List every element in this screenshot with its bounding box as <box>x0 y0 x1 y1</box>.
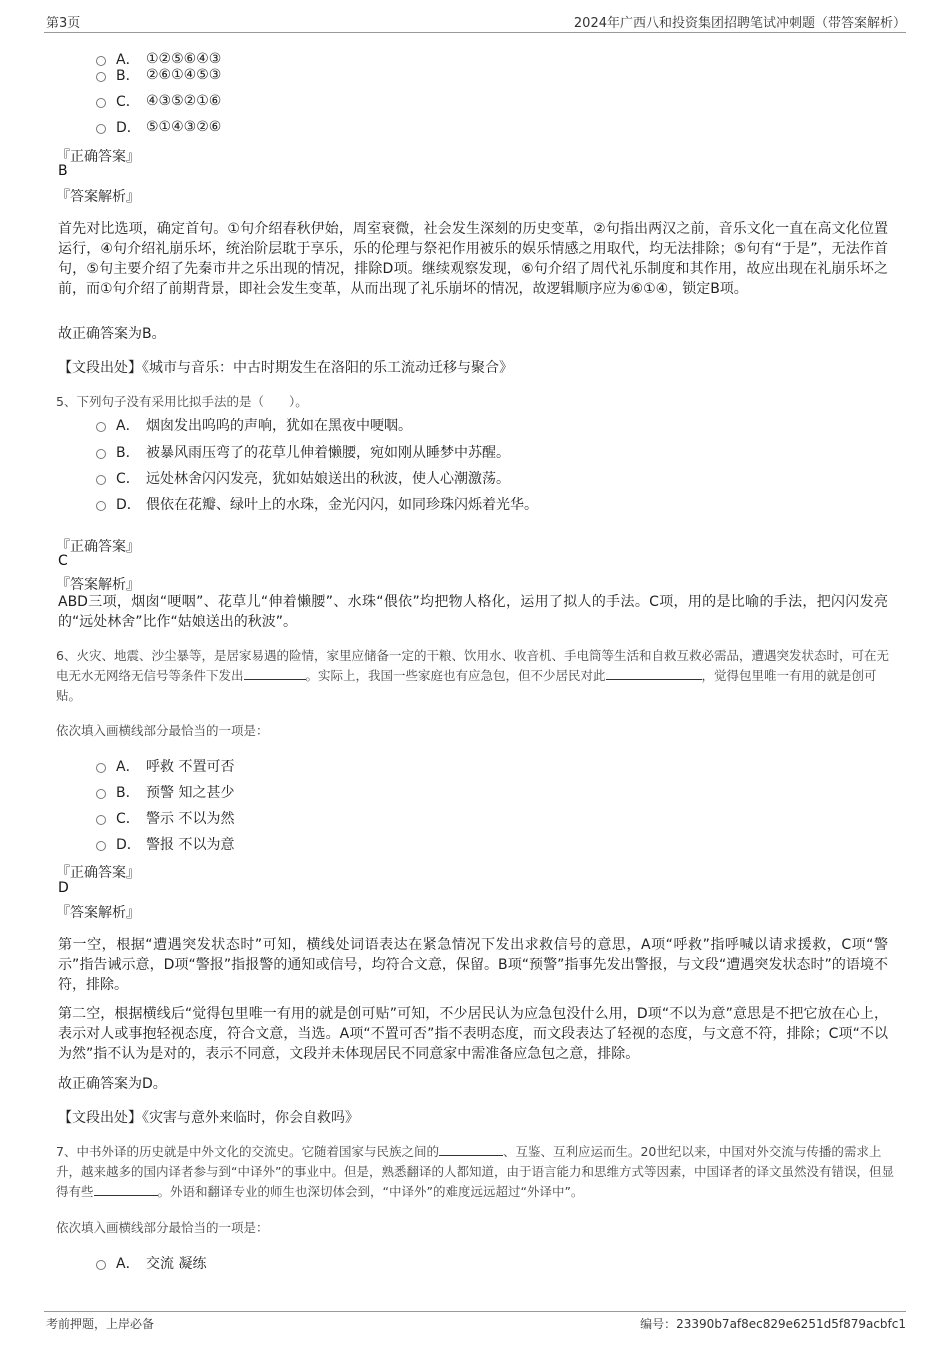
q6-option-b[interactable] <box>96 782 234 802</box>
radio-icon[interactable] <box>96 475 106 485</box>
q4-analysis: 首先对比选项，确定首句。①句介绍春秋伊始，周室衰微，社会发生深刻的历史变革，②句指出两汉之前，音乐文化一直在高文化位置运行，④句介绍礼崩乐坏，统治阶层耽于享乐，乐的伦理与祭祀作用被乐的娱乐情感之用取代，均无法排除；⑤句有“于是”，无法作首句，⑤句主要介绍了先秦市井之乐出现的情况，排除D项。继续观察发现，⑥句介绍了周代礼乐制度和其作用，故应出现在礼崩乐坏之前，而①句介绍了前期背景，即社会发生变革，从而出现了礼乐崩坏的情况，故逻辑顺序应为⑥①④，锁定B项。 <box>58 221 888 297</box>
radio-icon[interactable] <box>96 763 106 773</box>
footer-divider <box>44 1311 906 1312</box>
header-divider <box>44 32 906 33</box>
q7-text-2: 、互鉴、互利应运而生。20世纪以来，中国对外交流与传播的需求上升，越来越多的国内译者参与到“中译外”的事业中。但是，熟悉翻译的人都知道，由于语言能力和思维方式等因素，中国译者的译文虽然没有错误，但显得有些 <box>56 1144 894 1199</box>
q5-analysis-label: 『答案解析』 <box>56 577 140 593</box>
radio-icon[interactable] <box>96 501 106 511</box>
option-text: ⑤①④③②⑥ <box>146 119 222 135</box>
document-id: 编号：23390b7af8ec829e6251d5f879acbfc1 <box>640 1317 906 1331</box>
q6-option-d[interactable] <box>96 834 234 854</box>
option-letter: C． <box>116 471 140 487</box>
q5-option-d[interactable] <box>96 494 538 514</box>
q7-instruction: 依次填入画横线部分最恰当的一项是： <box>56 1220 269 1235</box>
radio-icon[interactable] <box>96 815 106 825</box>
option-text: 交流 凝练 <box>146 1256 207 1272</box>
option-text: ①②⑤⑥④③ <box>146 51 222 67</box>
footer-slogan: 考前押题，上岸必备 <box>46 1317 155 1331</box>
option-text: 警报 不以为意 <box>146 837 235 853</box>
q6-analysis-1: 第一空，根据“遭遇突发状态时”可知，横线处词语表达在紧急情况下发出求救信号的意思，A项“呼救”指呼喊以请求援救，C项“警示”指告诫示意，D项“警报”指报警的通知或信号，均符合文意，保留。B项“预警”指事先发出警报，与文段“遭遇突发状态时”的语境不符，排除。 <box>58 937 888 993</box>
q6-text-3: ，觉得包里唯一有用的就是创可贴。 <box>56 668 877 703</box>
option-letter: C． <box>116 811 140 827</box>
q6-option-a[interactable] <box>96 756 234 776</box>
radio-icon[interactable] <box>96 1260 106 1270</box>
q4-option-b[interactable] <box>96 65 221 85</box>
q5-analysis: ABD三项，烟囱“哽咽”、花草儿“伸着懒腰”、水珠“偎依”均把物人格化，运用了拟人的手法。C项，用的是比喻的手法，把闪闪发亮的“远处林舍”比作“姑娘送出的秋波”。 <box>58 594 888 630</box>
option-letter: D． <box>116 120 141 136</box>
q6-analysis-2: 第二空，根据横线后“觉得包里唯一有用的就是创可贴”可知，不少居民认为应急包没什么用，D项“不以为意”意思是不把它放在心上，表示对人或事抱轻视态度，符合文意，当选。A项“不置可否”指不表明态度，而文段表达了轻视的态度，与文意不符，排除；C项“不以为然”指不认为是对的，表示不同意，文段并未体现居民不同意家中需准备应急包之意，排除。 <box>58 1006 888 1062</box>
radio-icon[interactable] <box>96 841 106 851</box>
option-text: ④③⑤②①⑥ <box>146 93 222 109</box>
blank-line <box>244 667 306 680</box>
q6-answer-label: 『正确答案』 <box>56 865 140 881</box>
q4-answer: B <box>58 163 68 179</box>
option-text: 烟囱发出呜呜的声响，犹如在黑夜中哽咽。 <box>146 418 412 434</box>
option-letter: D． <box>116 497 141 513</box>
radio-icon[interactable] <box>96 449 106 459</box>
q5-option-c[interactable] <box>96 468 510 488</box>
q6-source: 【文段出处】《灾害与意外来临时，你会自救吗》 <box>58 1110 359 1126</box>
option-letter: A． <box>116 52 140 68</box>
q6-text-1: 6、火灾、地震、沙尘暴等，是居家易遇的险情，家里应储备一定的干粮、饮用水、收音机、手电筒等生活和自救互救必需品，遭遇突发状态时，可在无电无水无网络无信号等条件下发出 <box>56 648 889 683</box>
option-letter: C． <box>116 94 140 110</box>
option-text: 偎依在花瓣、绿叶上的水珠，金光闪闪，如同珍珠闪烁着光华。 <box>146 497 538 513</box>
q7-text-3: 。外语和翻译专业的师生也深切体会到，“中译外”的难度远远超过“外译中”。 <box>157 1184 584 1199</box>
option-letter: A． <box>116 418 140 434</box>
document-title: 2024年广西八和投资集团招聘笔试冲刺题（带答案解析） <box>573 16 906 31</box>
q7-text-1: 7、中书外译的历史就是中外文化的交流史。它随着国家与民族之间的 <box>56 1144 439 1159</box>
q4-analysis-label: 『答案解析』 <box>56 189 140 205</box>
radio-icon[interactable] <box>96 789 106 799</box>
option-letter: A． <box>116 1256 140 1272</box>
option-letter: B． <box>116 68 140 84</box>
q4-source: 【文段出处】《城市与音乐：中古时期发生在洛阳的乐工流动迁移与聚合》 <box>58 360 513 376</box>
q4-conclusion: 故正确答案为B。 <box>58 326 166 342</box>
option-text: 远处林舍闪闪发亮，犹如姑娘送出的秋波，使人心潮激荡。 <box>146 471 510 487</box>
page-number: 第3页 <box>46 16 81 31</box>
blank-line <box>439 1143 503 1156</box>
q5-answer-label: 『正确答案』 <box>56 539 140 555</box>
q7-option-a[interactable] <box>96 1253 206 1273</box>
radio-icon[interactable] <box>96 72 106 82</box>
q4-option-d[interactable] <box>96 117 221 137</box>
q6-instruction: 依次填入画横线部分最恰当的一项是： <box>56 723 269 738</box>
option-letter: D． <box>116 837 141 853</box>
option-text: 呼救 不置可否 <box>146 759 235 775</box>
q5-answer: C <box>58 553 68 569</box>
option-text: ②⑥①④⑤③ <box>146 67 222 83</box>
option-letter: A． <box>116 759 140 775</box>
radio-icon[interactable] <box>96 98 106 108</box>
q7-question <box>56 1142 896 1202</box>
q5-option-b[interactable] <box>96 442 510 462</box>
option-letter: B． <box>116 445 140 461</box>
q4-answer-label: 『正确答案』 <box>56 149 140 165</box>
radio-icon[interactable] <box>96 422 106 432</box>
q6-answer: D <box>58 880 69 896</box>
q5-question: 5、下列句子没有采用比拟手法的是（ ）。 <box>56 394 308 409</box>
option-text: 预警 知之甚少 <box>146 785 235 801</box>
q6-option-c[interactable] <box>96 808 234 828</box>
option-text: 警示 不以为然 <box>146 811 235 827</box>
q4-option-c[interactable] <box>96 91 221 111</box>
q6-conclusion: 故正确答案为D。 <box>58 1076 167 1092</box>
option-letter: B． <box>116 785 140 801</box>
q6-text-2: 。实际上，我国一些家庭也有应急包，但不少居民对此 <box>305 668 606 683</box>
radio-icon[interactable] <box>96 124 106 134</box>
q6-analysis-label: 『答案解析』 <box>56 905 140 921</box>
q6-question <box>56 646 896 706</box>
blank-line <box>94 1183 158 1196</box>
blank-line <box>606 667 702 680</box>
q5-option-a[interactable] <box>96 415 412 435</box>
option-text: 被暴风雨压弯了的花草儿伸着懒腰，宛如刚从睡梦中苏醒。 <box>146 445 510 461</box>
